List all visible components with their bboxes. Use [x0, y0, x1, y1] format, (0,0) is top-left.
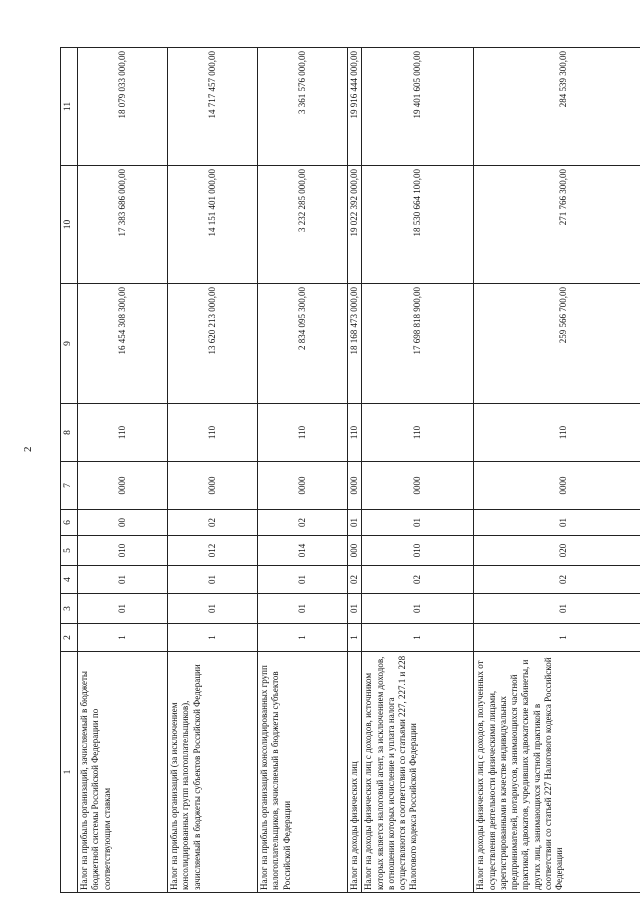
code-cell: 0000	[78, 462, 168, 510]
code-cell: 01	[348, 510, 362, 536]
amount-cell: 19 022 392 000,00	[348, 166, 362, 284]
amount-cell: 19 401 605 000,00	[362, 48, 474, 166]
amount-cell: 18 168 473 000,00	[348, 284, 362, 404]
code-cell: 01	[348, 594, 362, 624]
code-cell: 1	[168, 624, 258, 652]
code-cell: 0000	[362, 462, 474, 510]
header-cell: 8	[61, 404, 78, 462]
amount-cell: 14 717 457 000,00	[168, 48, 258, 166]
code-cell: 01	[168, 566, 258, 594]
code-cell: 0000	[348, 462, 362, 510]
code-cell: 020	[474, 536, 640, 566]
code-cell: 01	[78, 594, 168, 624]
code-cell: 110	[362, 404, 474, 462]
code-cell: 01	[258, 594, 348, 624]
code-cell: 110	[474, 404, 640, 462]
code-cell: 110	[348, 404, 362, 462]
row-name-cell: Налог на доходы физических лиц с доходов, источником которых является налоговый агент, за исключением доходов, в отношении которых исчисление и уплата налога осуществляются в соответствии со статьями 227, 227.1 и 228 Налогового кодекса Российской Федерации	[362, 652, 474, 893]
amount-cell: 3 232 285 000,00	[258, 166, 348, 284]
code-cell: 1	[362, 624, 474, 652]
amount-cell: 16 454 308 300,00	[78, 284, 168, 404]
row-name-cell: Налог на прибыль организаций консолидированных групп налогоплательщиков, зачисляемый в бюджеты субъектов Российской Федерации	[258, 652, 348, 893]
header-cell: 7	[61, 462, 78, 510]
code-cell: 010	[78, 536, 168, 566]
header-cell: 10	[61, 166, 78, 284]
row-name-cell: Налог на доходы физических лиц с доходов, полученных от осуществления деятельности физическими лицами, зарегистрированными в качестве индивидуальных предпринимателей, нотариусов, занимающихся частной практикой, адвокатов, учредивших адвокатские кабинеты, и других лиц, занимающихся частной практикой в соответствии со статьей 227 Налогового кодекса Российской Федерации	[474, 652, 640, 893]
code-cell: 010	[362, 536, 474, 566]
amount-cell: 2 834 095 300,00	[258, 284, 348, 404]
code-cell: 01	[168, 594, 258, 624]
code-cell: 01	[78, 566, 168, 594]
budget-table-rotated	[60, 48, 640, 893]
amount-cell: 17 698 818 900,00	[362, 284, 474, 404]
code-cell: 02	[362, 566, 474, 594]
row-name-cell: Налог на прибыль организаций (за исключением консолидированных групп налогоплательщиков), зачисляемый в бюджеты субъектов Российской Федерации	[168, 652, 258, 893]
table-row	[168, 48, 258, 893]
budget-revenue-table	[60, 47, 640, 893]
code-cell: 110	[168, 404, 258, 462]
amount-cell: 17 383 686 000,00	[78, 166, 168, 284]
amount-cell: 18 530 664 100,00	[362, 166, 474, 284]
amount-cell: 3 361 576 000,00	[258, 48, 348, 166]
code-cell: 02	[348, 566, 362, 594]
header-cell: 1	[61, 652, 78, 893]
amount-cell: 271 766 300,00	[474, 166, 640, 284]
table-row	[258, 48, 348, 893]
amount-cell: 18 079 033 000,00	[78, 48, 168, 166]
header-cell: 5	[61, 536, 78, 566]
row-name-cell: Налог на доходы физических лиц	[348, 652, 362, 893]
page-number: 2	[22, 446, 34, 452]
header-cell: 3	[61, 594, 78, 624]
code-cell: 02	[168, 510, 258, 536]
header-cell: 6	[61, 510, 78, 536]
code-cell: 00	[78, 510, 168, 536]
code-cell: 1	[258, 624, 348, 652]
amount-cell: 13 620 213 000,00	[168, 284, 258, 404]
header-cell: 2	[61, 624, 78, 652]
code-cell: 01	[258, 566, 348, 594]
code-cell: 110	[78, 404, 168, 462]
code-cell: 110	[258, 404, 348, 462]
code-cell: 01	[474, 510, 640, 536]
amount-cell: 19 916 444 000,00	[348, 48, 362, 166]
code-cell: 1	[78, 624, 168, 652]
header-cell: 4	[61, 566, 78, 594]
code-cell: 02	[258, 510, 348, 536]
code-cell: 0000	[168, 462, 258, 510]
table-row	[362, 48, 474, 893]
amount-cell: 284 539 300,00	[474, 48, 640, 166]
code-cell: 000	[348, 536, 362, 566]
code-cell: 1	[474, 624, 640, 652]
table-row	[348, 48, 362, 893]
code-cell: 01	[362, 594, 474, 624]
code-cell: 012	[168, 536, 258, 566]
code-cell: 1	[348, 624, 362, 652]
code-cell: 02	[474, 566, 640, 594]
amount-cell: 259 566 700,00	[474, 284, 640, 404]
row-name-cell: Налог на прибыль организаций, зачисляемый в бюджеты бюджетной системы Российской Федерации по соответствующим ставкам	[78, 652, 168, 893]
header-cell: 11	[61, 48, 78, 166]
header-row	[61, 48, 78, 893]
code-cell: 0000	[258, 462, 348, 510]
code-cell: 01	[362, 510, 474, 536]
amount-cell: 14 151 401 000,00	[168, 166, 258, 284]
header-cell: 9	[61, 284, 78, 404]
table-row	[78, 48, 168, 893]
table-row	[474, 48, 640, 893]
code-cell: 0000	[474, 462, 640, 510]
code-cell: 01	[474, 594, 640, 624]
code-cell: 014	[258, 536, 348, 566]
